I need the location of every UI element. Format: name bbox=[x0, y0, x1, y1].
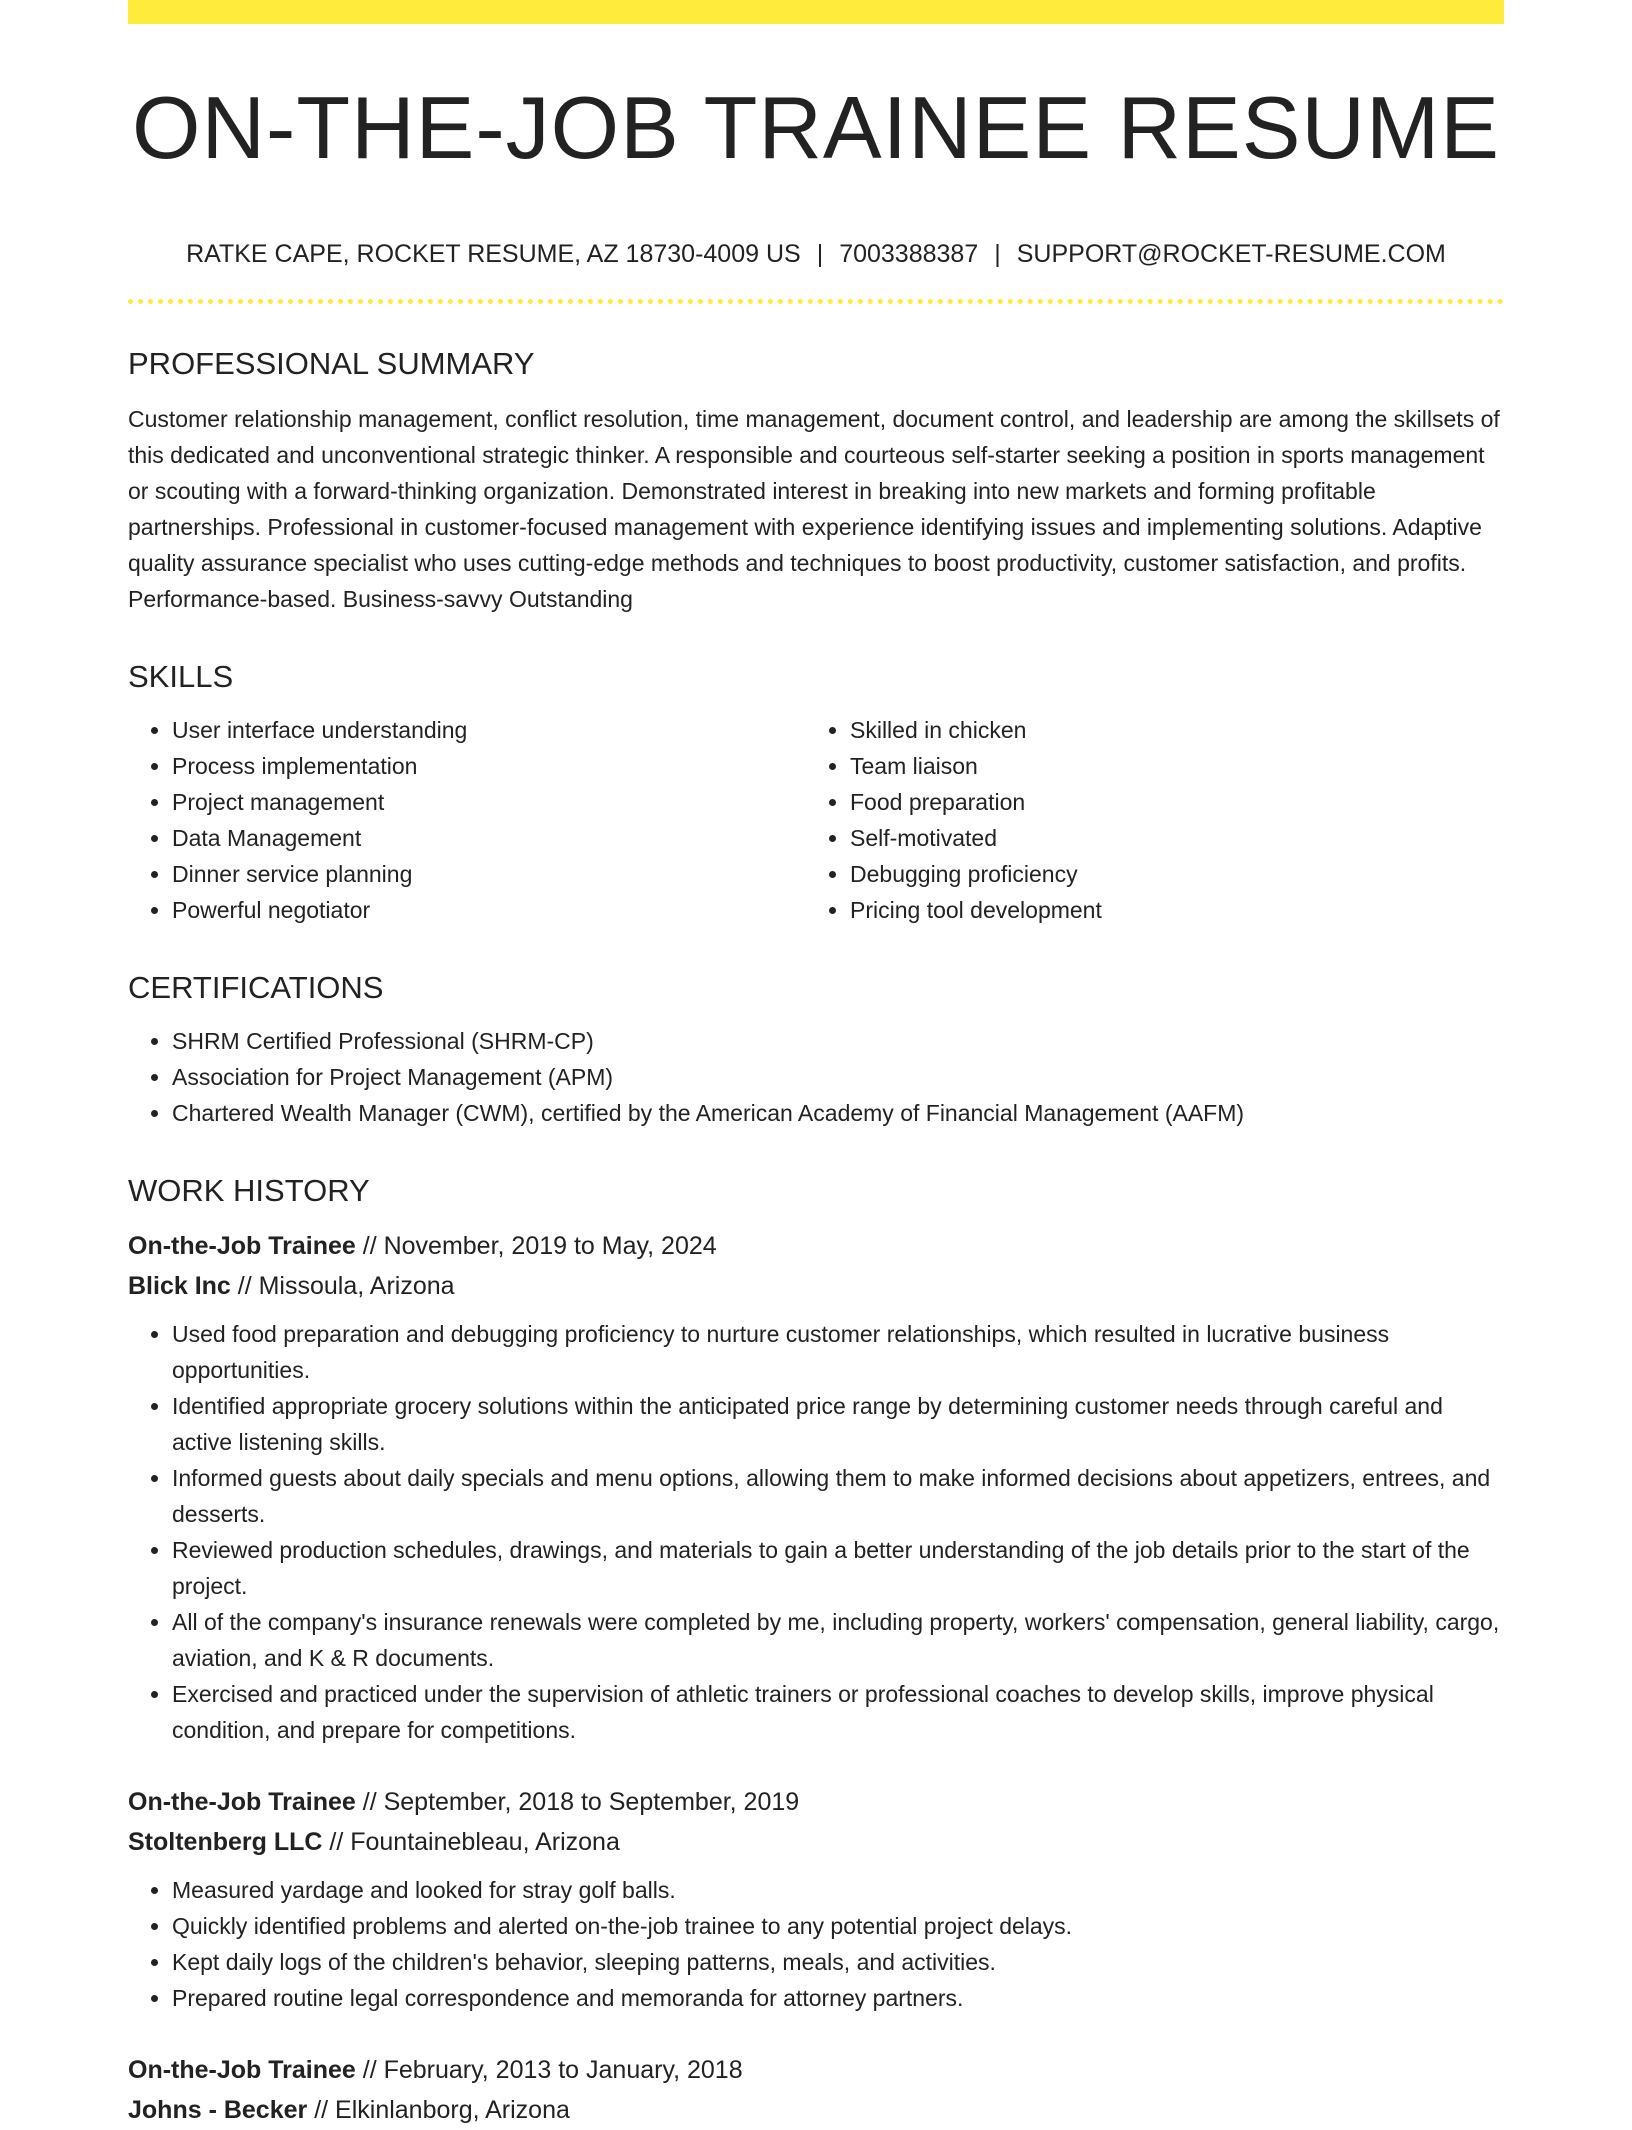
job-dates: // September, 2018 to September, 2019 bbox=[355, 1788, 800, 1816]
job-title-line bbox=[128, 1782, 1504, 1822]
job-title: On-the-Job Trainee bbox=[128, 2056, 356, 2084]
job-bullets bbox=[128, 1872, 1504, 2016]
skill-item: • Skilled in chicken bbox=[850, 712, 1484, 748]
skill-item: • Dinner service planning bbox=[172, 856, 806, 892]
job-bullet: • Used food preparation and debugging proficiency to nurture customer relationships, which resulted in lucrative business opportunities. bbox=[172, 1316, 1504, 1388]
job-location: // Elkinlanborg, Arizona bbox=[307, 2096, 570, 2124]
job-title-line bbox=[128, 1226, 1504, 1266]
job-company: Blick Inc bbox=[128, 1272, 231, 1300]
job-bullet: • Informed guests about daily specials and menu options, allowing them to make informed decisions about appetizers, entrees, and desserts. bbox=[172, 1460, 1504, 1532]
skill-item: • Team liaison bbox=[850, 748, 1484, 784]
job-entry bbox=[128, 1782, 1504, 2016]
job-title-line bbox=[128, 2050, 1504, 2090]
job-bullet: • Measured yardage and looked for stray golf balls. bbox=[172, 1872, 1504, 1908]
job-location: // Fountainebleau, Arizona bbox=[322, 1828, 620, 1856]
job-entry bbox=[128, 2050, 1504, 2130]
contact-separator: | bbox=[816, 240, 824, 268]
skills-column-left bbox=[128, 712, 806, 928]
skill-item: • Pricing tool development bbox=[850, 892, 1484, 928]
skills-grid bbox=[128, 712, 1504, 928]
skill-item: • Self-motivated bbox=[850, 820, 1484, 856]
resume-page bbox=[128, 0, 1504, 2130]
job-bullet: • Exercised and practiced under the supervision of athletic trainers or professional coaches to develop skills, improve physical condition, and prepare for competitions. bbox=[172, 1676, 1504, 1748]
skill-item: • Food preparation bbox=[850, 784, 1484, 820]
job-bullet: • Prepared routine legal correspondence and memoranda for attorney partners. bbox=[172, 1980, 1504, 2016]
job-title: On-the-Job Trainee bbox=[128, 1788, 356, 1816]
job-bullets bbox=[128, 1316, 1504, 1748]
job-title: On-the-Job Trainee bbox=[128, 1232, 356, 1260]
job-dates: // February, 2013 to January, 2018 bbox=[355, 2056, 743, 2084]
job-bullet: • All of the company's insurance renewals were completed by me, including property, workers' compensation, general liability, cargo, aviation, and K & R documents. bbox=[172, 1604, 1504, 1676]
certification-item: • Association for Project Management (APM) bbox=[172, 1059, 1504, 1095]
job-company-line bbox=[128, 2090, 1504, 2130]
skill-item: • Powerful negotiator bbox=[172, 892, 806, 928]
dotted-divider bbox=[128, 299, 1504, 304]
skill-item: • User interface understanding bbox=[172, 712, 806, 748]
job-bullet: • Identified appropriate grocery solutions within the anticipated price range by determining customer needs through careful and active listening skills. bbox=[172, 1388, 1504, 1460]
skill-item: • Process implementation bbox=[172, 748, 806, 784]
resume-title: ON-THE-JOB TRAINEE RESUME bbox=[132, 78, 1500, 177]
job-location: // Missoula, Arizona bbox=[230, 1272, 455, 1300]
job-bullet: • Reviewed production schedules, drawings, and materials to gain a better understanding of the job details prior to the start of the project. bbox=[172, 1532, 1504, 1604]
contact-line bbox=[128, 240, 1504, 269]
contact-separator: | bbox=[994, 240, 1001, 268]
skills-column-right bbox=[806, 712, 1484, 928]
job-company-line bbox=[128, 1266, 1504, 1306]
certifications-list bbox=[128, 1023, 1504, 1131]
skill-item: • Data Management bbox=[172, 820, 806, 856]
job-dates: // November, 2019 to May, 2024 bbox=[355, 1232, 717, 1260]
skills-heading: SKILLS bbox=[128, 659, 234, 694]
contact-phone: 7003388387 bbox=[839, 240, 979, 268]
job-bullet: • Kept daily logs of the children's behavior, sleeping patterns, meals, and activities. bbox=[172, 1944, 1504, 1980]
certification-item: • SHRM Certified Professional (SHRM-CP) bbox=[172, 1023, 1504, 1059]
summary-heading: PROFESSIONAL SUMMARY bbox=[128, 346, 535, 381]
summary-text: Customer relationship management, conflict resolution, time management, document control, and leadership are among the skillsets of this dedicated and unconventional strategic thinker. A responsible and courteous self-starter seeking a position in sports management or scouting with a forward-thinking organization. Demonstrated interest in breaking into new markets and forming profitable partnerships. Professional in customer-focused management with experience identifying issues and implementing solutions. Adaptive quality assurance specialist who uses cutting-edge methods and techniques to boost productivity, customer satisfaction, and profits. Performance-based. Business-savvy Outstanding bbox=[128, 406, 1500, 612]
skill-item: • Project management bbox=[172, 784, 806, 820]
contact-email[interactable]: SUPPORT@ROCKET-RESUME.COM bbox=[1016, 240, 1446, 268]
job-company: Johns - Becker bbox=[128, 2096, 308, 2124]
top-accent-bar bbox=[128, 0, 1504, 24]
work-history-heading: WORK HISTORY bbox=[128, 1173, 370, 1208]
certification-item: • Chartered Wealth Manager (CWM), certified by the American Academy of Financial Management (AAFM) bbox=[172, 1095, 1504, 1131]
job-entry bbox=[128, 1226, 1504, 1748]
job-company-line bbox=[128, 1822, 1504, 1862]
job-bullet: • Quickly identified problems and alerted on-the-job trainee to any potential project delays. bbox=[172, 1908, 1504, 1944]
certifications-heading: CERTIFICATIONS bbox=[128, 970, 384, 1005]
job-company: Stoltenberg LLC bbox=[128, 1828, 323, 1856]
skill-item: • Debugging proficiency bbox=[850, 856, 1484, 892]
contact-address: RATKE CAPE, ROCKET RESUME, AZ 18730-4009 US bbox=[186, 240, 801, 268]
